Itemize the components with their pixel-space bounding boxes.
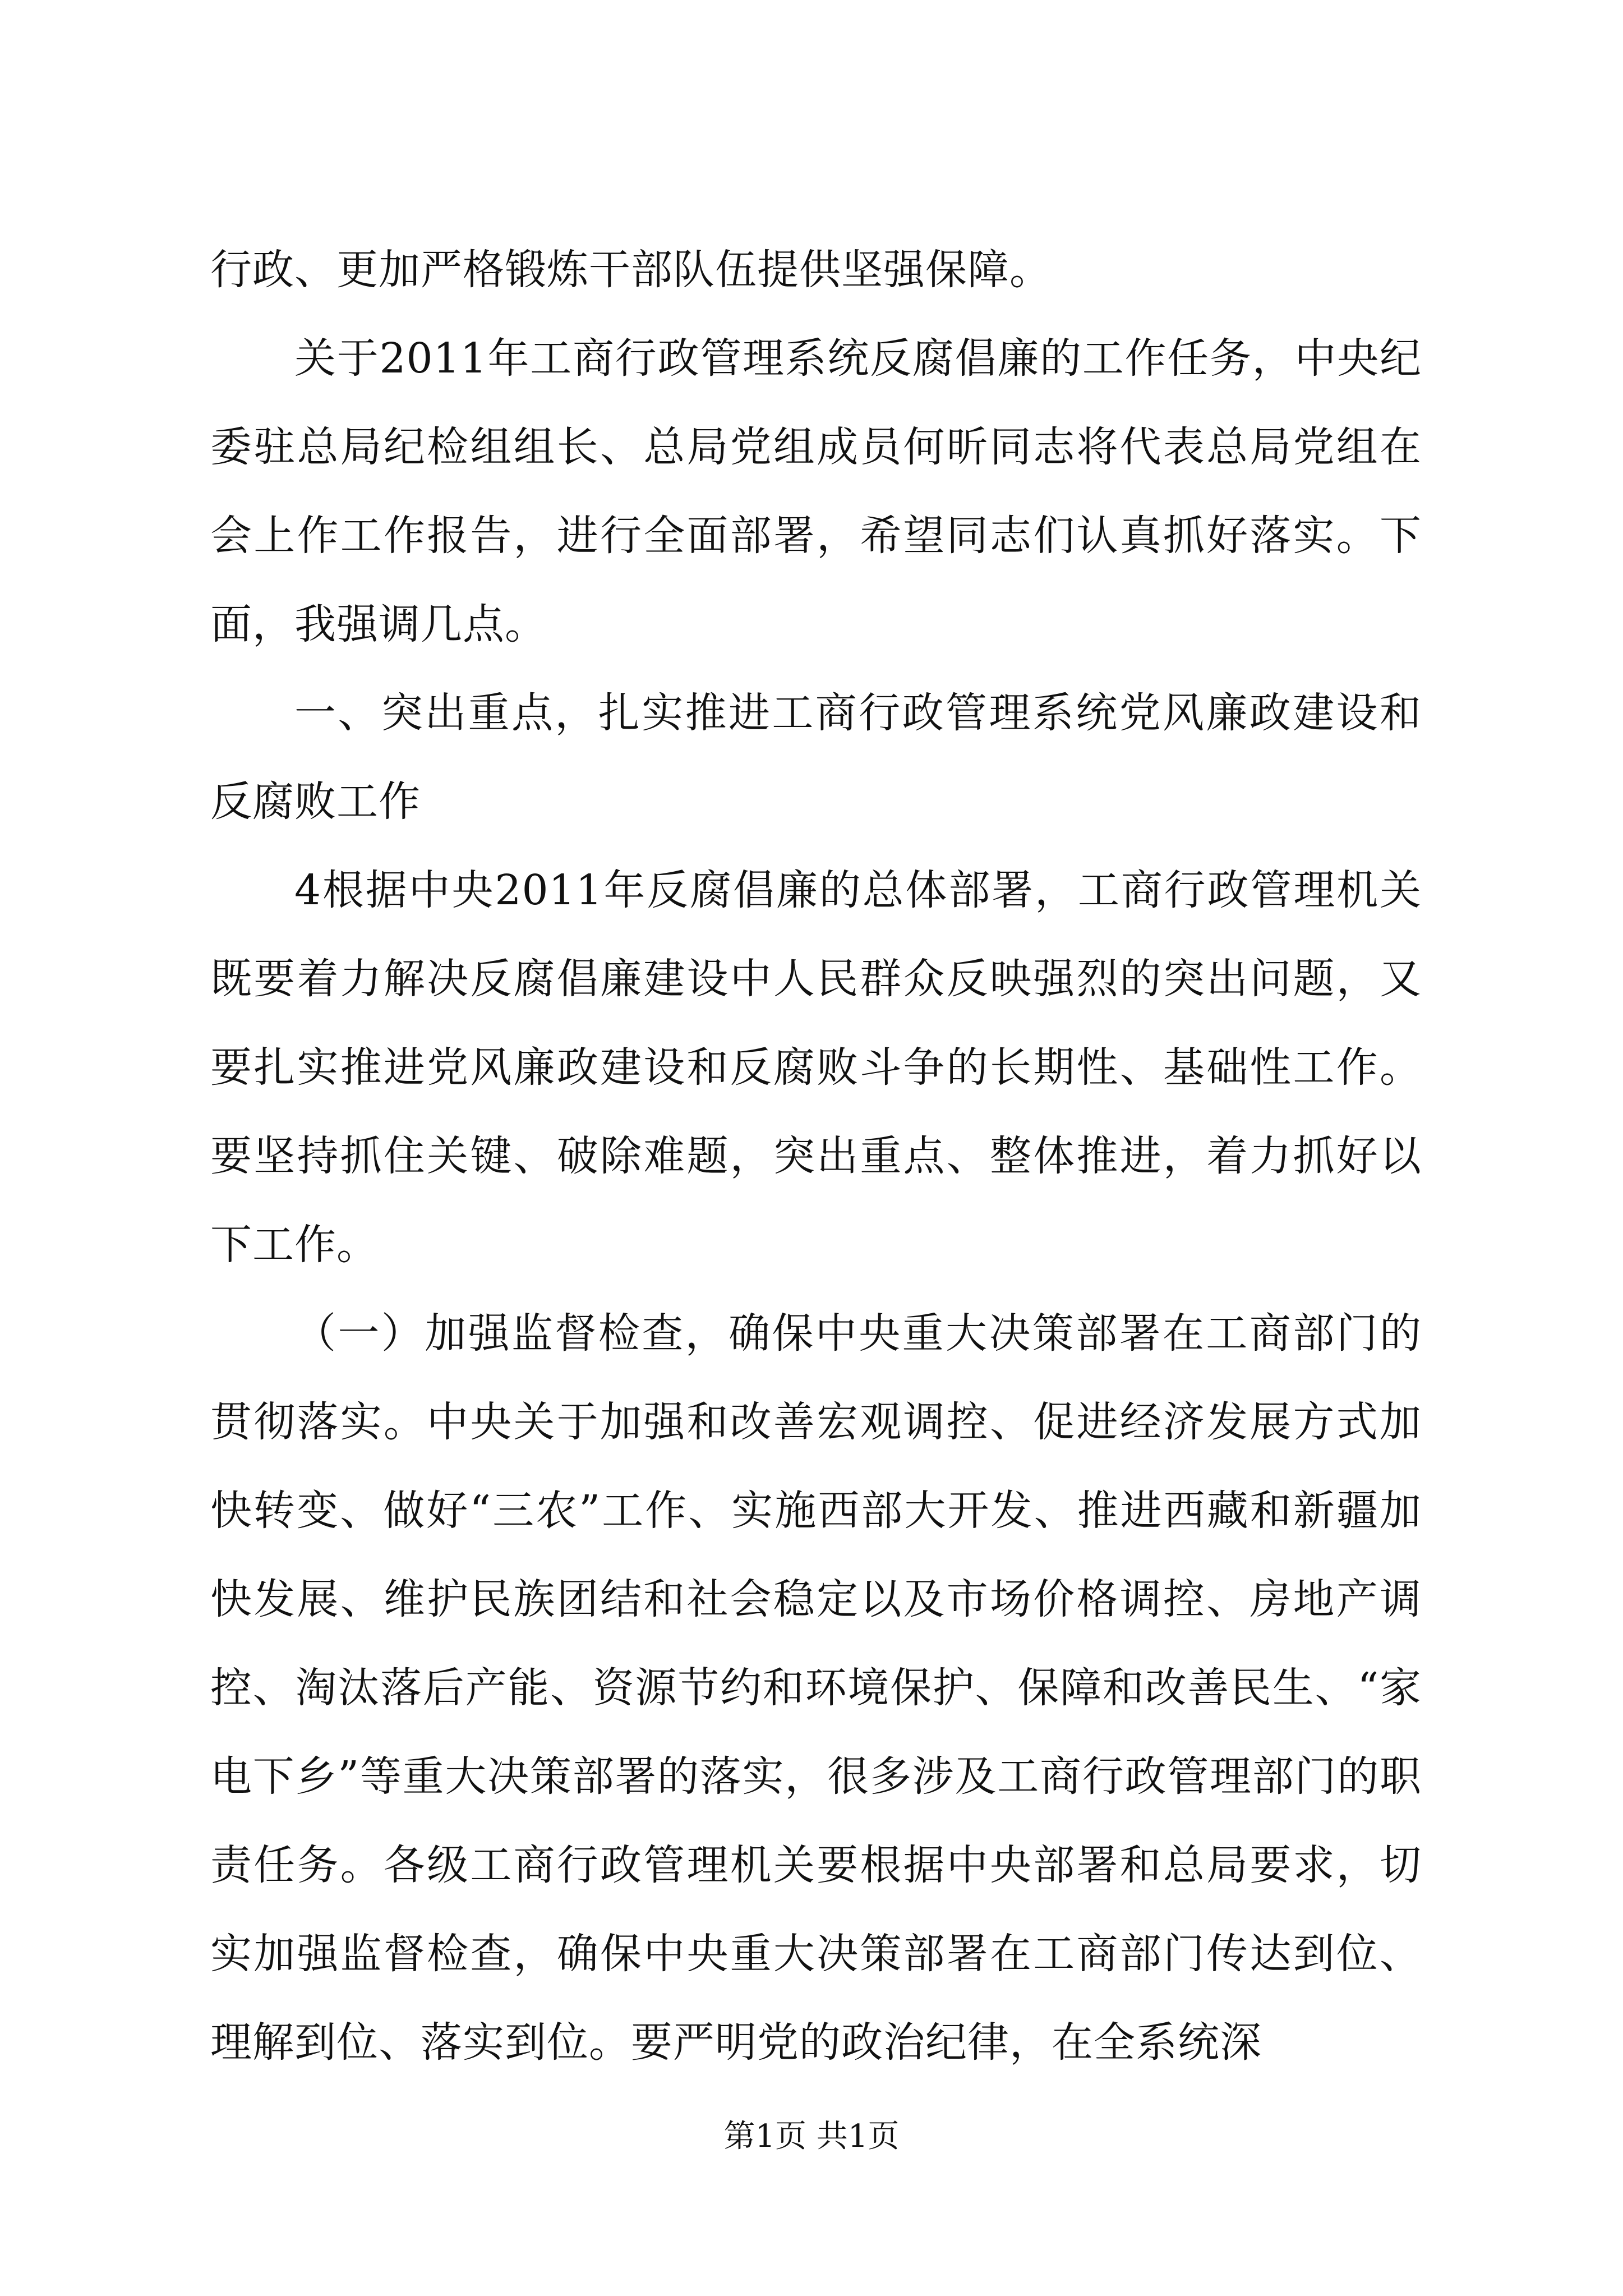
paragraph-continuation: 行政、更加严格锻炼干部队伍提供坚强保障。	[210, 246, 1052, 294]
document-body	[210, 226, 1422, 2087]
paragraph-overall-deployment: 4根据中央2011年反腐倡廉的总体部署，工商行政管理机关既要着力解决反腐倡廉建设中人民群众反映强烈的突出问题，又要扎实推进党风廉政建设和反腐败斗争的长期性、基础性工作。要坚持抓住关键、破除难题，突出重点、整体推进，着力抓好以下工作。	[210, 866, 1422, 1269]
paragraph-supervision-inspection: （一）加强监督检查，确保中央重大决策部署在工商部门的贯彻落实。中央关于加强和改善宏观调控、促进经济发展方式加快转变、做好“三农”工作、实施西部大开发、推进西藏和新疆加快发展、维护民族团结和社会稳定以及市场价格调控、房地产调控、淘汰落后产能、资源节约和环境保护、保障和改善民生、“家电下乡”等重大决策部署的落实，很多涉及工商行政管理部门的职责任务。各级工商行政管理机关要根据中央部署和总局要求，切实加强监督检查，确保中央重大决策部署在工商部门传达到位、理解到位、落实到位。要严明党的政治纪律，在全系统深	[210, 1309, 1422, 2067]
paragraph-work-tasks: 关于2011年工商行政管理系统反腐倡廉的工作任务，中央纪委驻总局纪检组组长、总局党组成员何昕同志将代表总局党组在会上作工作报告，进行全面部署，希望同志们认真抓好落实。下面，我强调几点。	[210, 334, 1422, 648]
page-footer: 第1页 共1页	[723, 2118, 900, 2155]
section-heading-one: 一、突出重点，扎实推进工商行政管理系统党风廉政建设和反腐败工作	[210, 689, 1422, 826]
